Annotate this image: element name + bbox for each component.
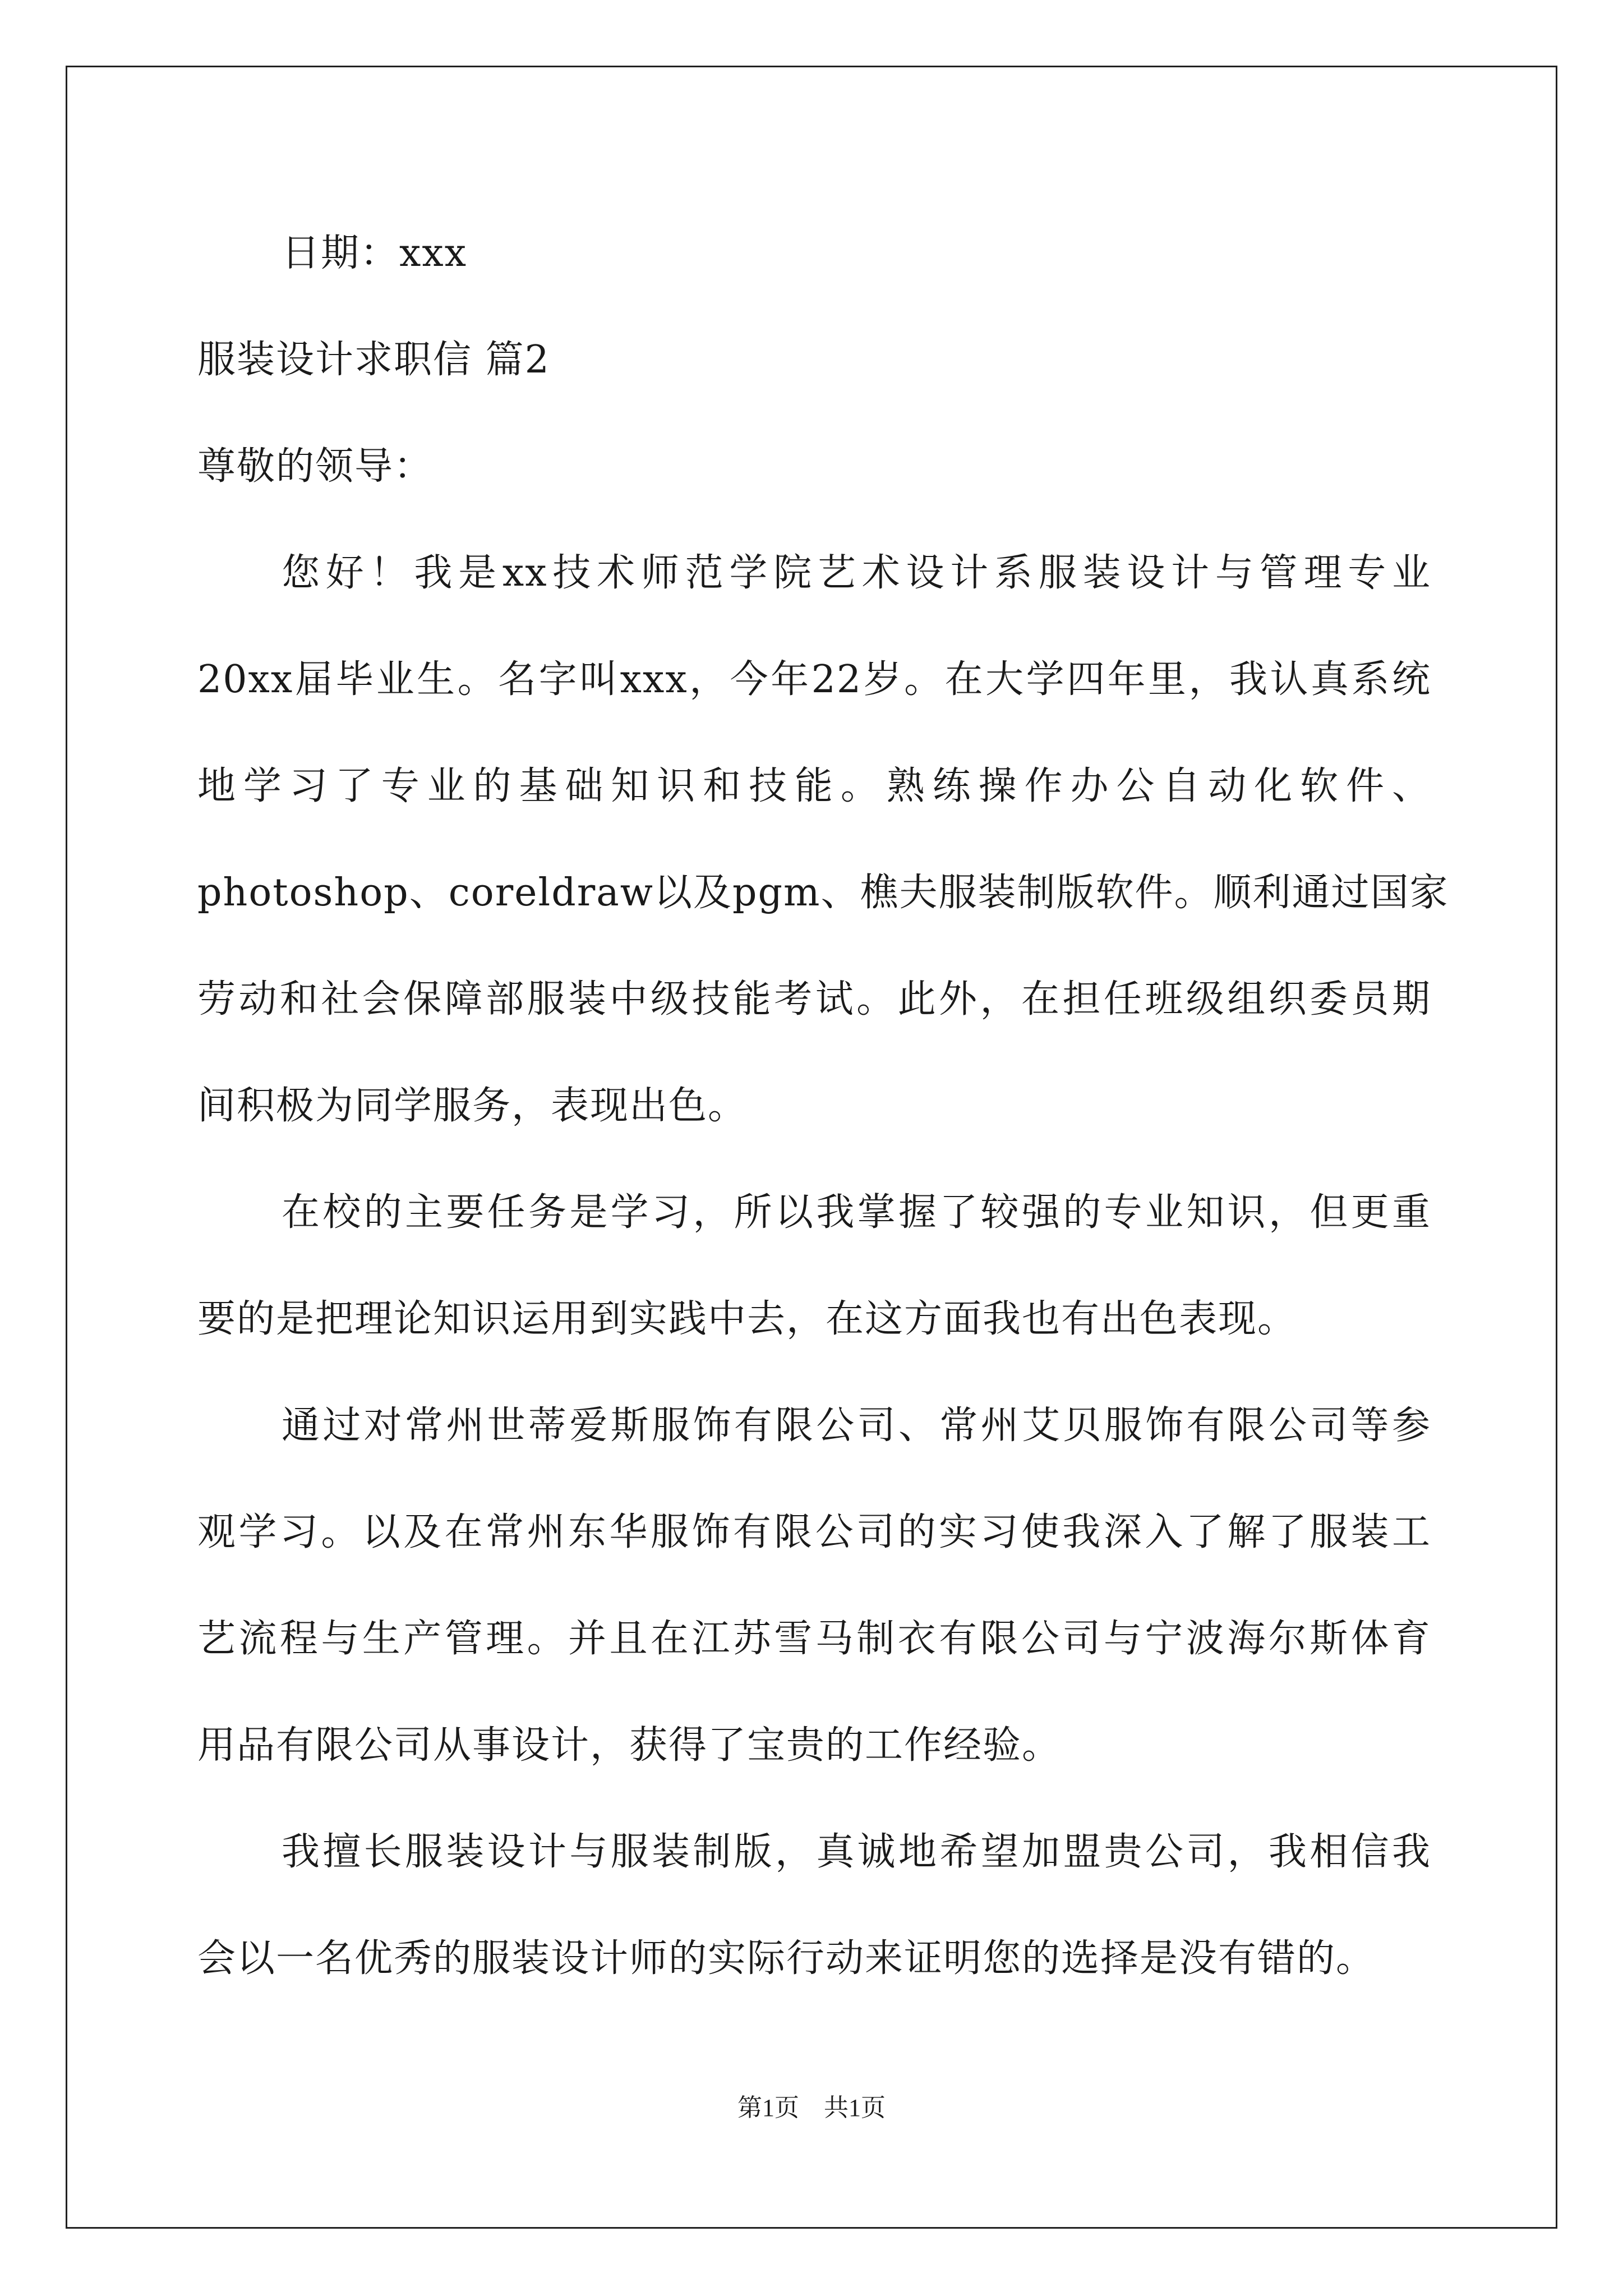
salutation: 尊敬的领导： xyxy=(197,444,434,489)
paragraph-1-line-6: 间积极为同学服务，表现出色。 xyxy=(197,1084,748,1128)
paragraph-3-line-1: 通过对常州世蒂爱斯服饰有限公司、常州艾贝服饰有限公司等参 xyxy=(282,1404,1431,1448)
paragraph-1-line-1: 您好！我是xx技术师范学院艺术设计系服装设计与管理专业 xyxy=(282,551,1431,595)
paragraph-1-line-4: photoshop、coreldraw以及pgm、樵夫服装制版软件。顺利通过国家 xyxy=(197,871,1449,915)
paragraph-3-line-2: 观学习。以及在常州东华服饰有限公司的实习使我深入了解了服装工 xyxy=(197,1510,1431,1554)
date-line: 日期：xxx xyxy=(282,231,468,275)
paragraph-1-line-2: 20xx届毕业生。名字叫xxx，今年22岁。在大学四年里，我认真系统 xyxy=(197,657,1431,702)
page-footer: 第1页 共1页 xyxy=(737,2094,886,2122)
paragraph-4-line-2: 会以一名优秀的服装设计师的实际行动来证明您的选择是没有错的。 xyxy=(197,1936,1376,1981)
document-title: 服装设计求职信 篇2 xyxy=(197,338,550,382)
paragraph-4-line-1: 我擅长服装设计与服装制版，真诚地希望加盟贵公司，我相信我 xyxy=(282,1830,1431,1874)
paragraph-2-line-1: 在校的主要任务是学习，所以我掌握了较强的专业知识，但更重 xyxy=(282,1190,1431,1235)
paragraph-3-line-3: 艺流程与生产管理。并且在江苏雪马制衣有限公司与宁波海尔斯体育 xyxy=(197,1617,1431,1661)
paragraph-1-line-3: 地学习了专业的基础知识和技能。熟练操作办公自动化软件、 xyxy=(197,764,1431,808)
paragraph-2-line-2: 要的是把理论知识运用到实践中去，在这方面我也有出色表现。 xyxy=(197,1297,1297,1341)
paragraph-1-line-5: 劳动和社会保障部服装中级技能考试。此外，在担任班级组织委员期 xyxy=(197,977,1431,1022)
paragraph-3-line-4: 用品有限公司从事设计，获得了宝贵的工作经验。 xyxy=(197,1723,1062,1768)
page-border xyxy=(66,66,1557,2229)
